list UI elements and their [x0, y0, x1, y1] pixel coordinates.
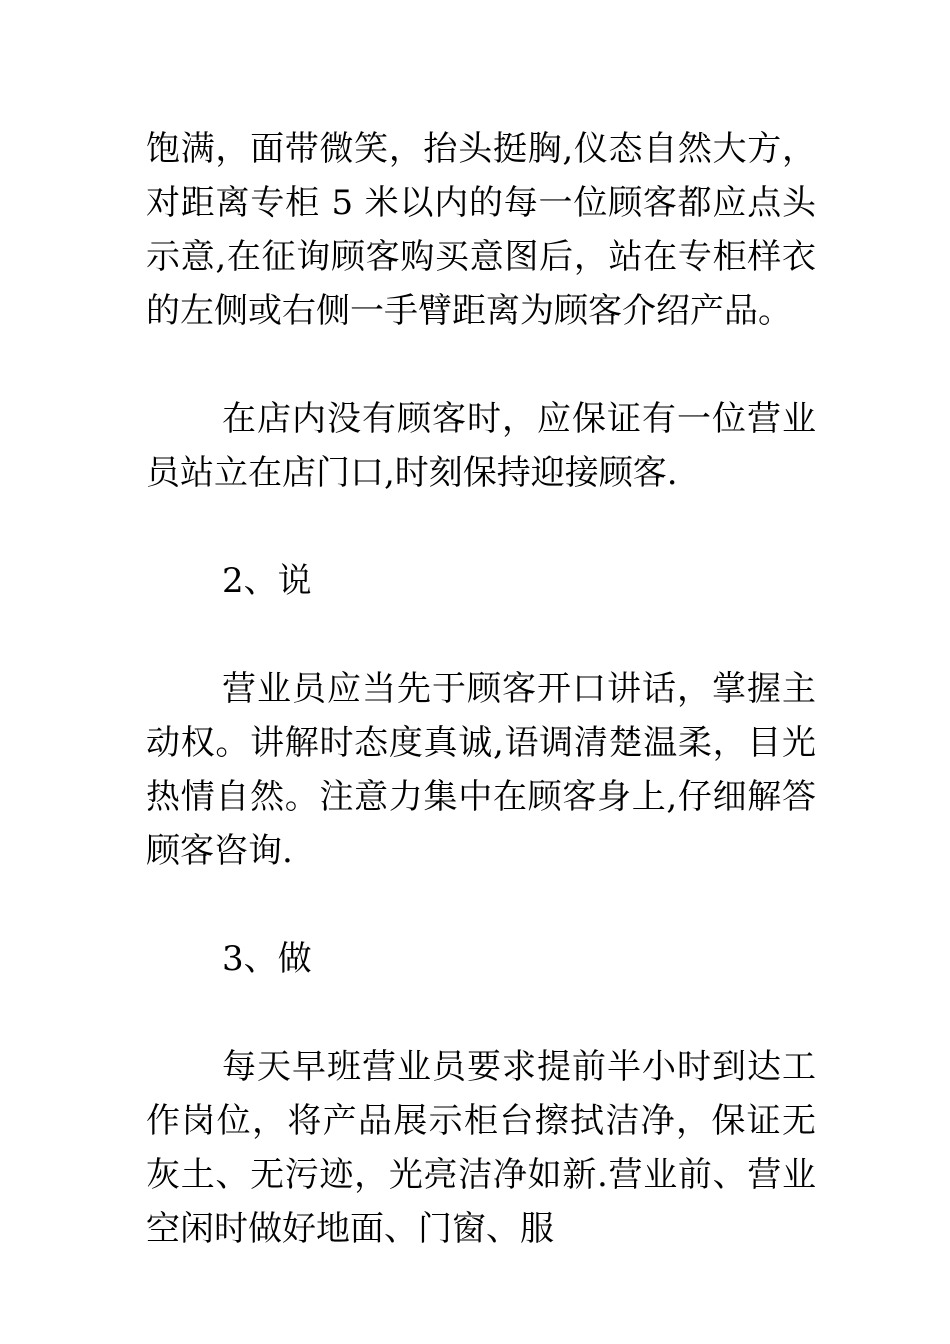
section-heading-do: 3、做 — [222, 939, 312, 979]
paragraph-do: 每天早班营业员要求提前半小时到达工作岗位，将产品展示柜台擦拭洁净，保证无灰土、无污迹，光亮洁净如新.营业前、营业空闲时做好地面、门窗、服 — [146, 1047, 816, 1249]
section-heading-say: 2、说 — [222, 561, 312, 601]
paragraph-speak: 营业员应当先于顾客开口讲话，掌握主动权。讲解时态度真诚,语调清楚温柔，目光热情自然。注意力集中在顾客身上,仔细解答顾客咨询. — [146, 669, 816, 871]
document-body — [146, 122, 816, 1310]
paragraph-continuation: 饱满，面带微笑，抬头挺胸,仪态自然大方，对距离专柜 5 米以内的每一位顾客都应点头示意,在征询顾客购买意图后，站在专柜样衣的左侧或右侧一手臂距离为顾客介绍产品。 — [146, 129, 816, 331]
paragraph-store-greeting: 在店内没有顾客时，应保证有一位营业员站立在店门口,时刻保持迎接顾客. — [146, 399, 816, 493]
